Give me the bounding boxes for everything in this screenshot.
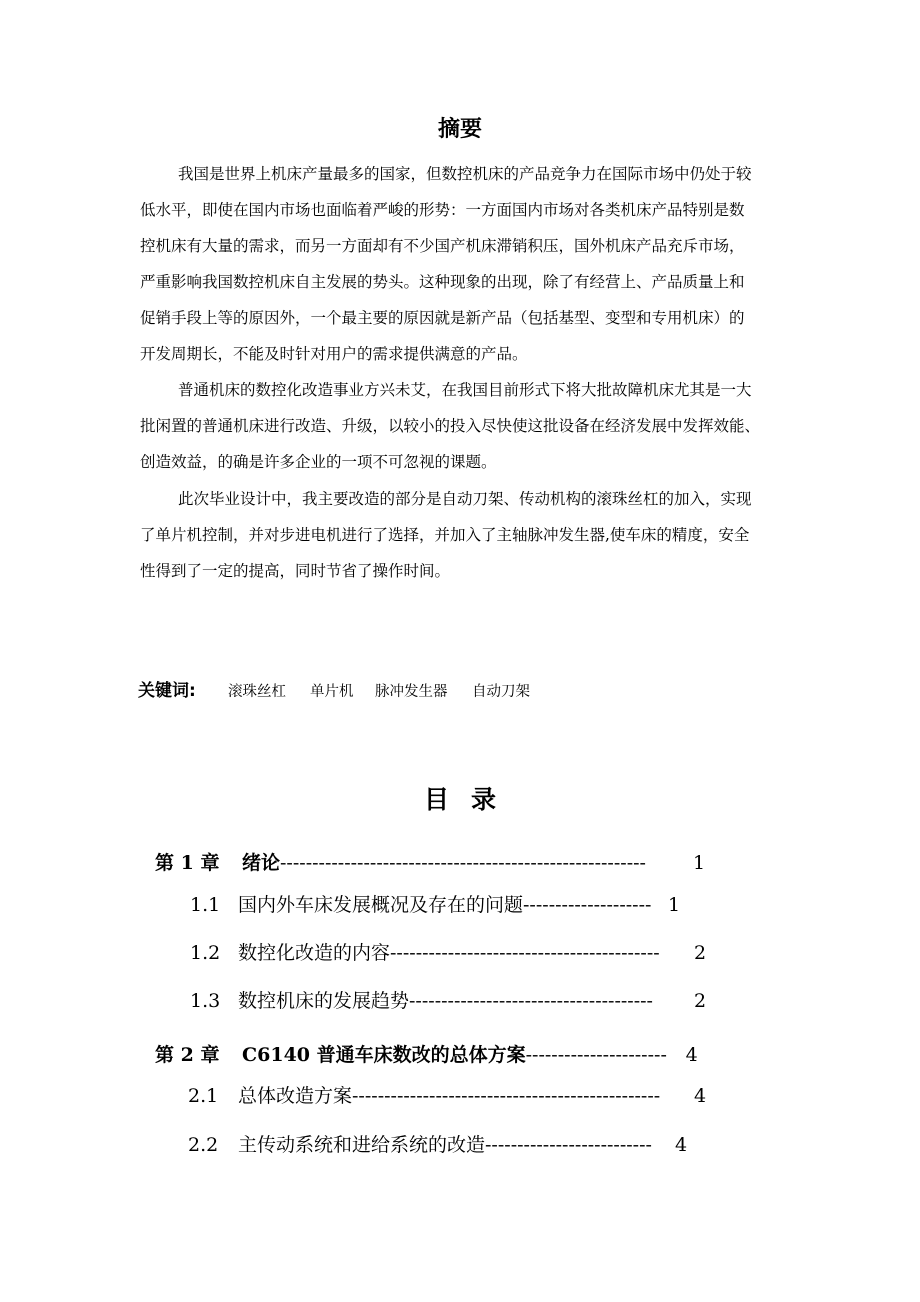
toc-entry-page: 4 [675,1134,688,1156]
toc-entry-text: 数控机床的发展趋势 [238,990,410,1012]
toc-entry-text: 绪论 [242,852,281,874]
toc-entry[interactable] [190,938,706,965]
abstract-line: 严重影响我国数控机床自主发展的势头。这种现象的出现，除了有经营上、产品质量上和 [140,273,745,291]
toc-title: 目录 [423,785,518,814]
toc-entry-leader: ---------------------- [525,1044,667,1066]
toc-entry-page: 1 [668,894,681,916]
toc-entry-text: C6140 普通车床数改的总体方案 [242,1044,526,1066]
toc-entry-text: 数控化改造的内容 [238,942,391,964]
abstract-line: 低水平，即使在国内市场也面临着严峻的形势：一方面国内市场对各类机床产品特别是数 [140,201,745,219]
abstract-line: 创造效益，的确是许多企业的一项不可忽视的课题。 [140,453,497,471]
keyword-item: 自动刀架 [472,684,530,700]
abstract-line: 促销手段上等的原因外，一个最主要的原因就是新产品（包括基型、变型和专用机床）的 [140,309,745,327]
keyword-item: 脉冲发生器 [375,684,448,700]
toc-entry-number: 第 2 章 [155,1044,220,1066]
abstract-line: 了单片机控制，并对步进电机进行了选择，并加入了主轴脉冲发生器,使车床的精度，安全 [140,526,750,544]
toc-entry[interactable] [155,848,705,875]
toc-entry-text: 国内外车床发展概况及存在的问题 [238,894,524,916]
toc-entry-number: 1.1 [190,894,221,916]
toc-entry[interactable] [188,1130,687,1157]
abstract-line: 控机床有大量的需求，而另一方面却有不少国产机床滞销积压，国外机床产品充斥市场， [140,237,745,255]
abstract-line: 性得到了一定的提高，同时节省了操作时间。 [140,562,451,580]
toc-entry-page: 2 [694,942,707,964]
toc-entry-page: 1 [693,852,706,874]
toc-entry-number: 2.2 [188,1134,219,1156]
toc-entry-number: 1.2 [190,942,221,964]
toc-entry-page: 4 [694,1085,707,1107]
toc-entry-number: 1.3 [190,990,221,1012]
keyword-item: 滚珠丝杠 [228,684,286,700]
toc-entry[interactable] [190,986,706,1013]
keyword-item: 单片机 [310,684,354,700]
toc-entry-text: 主传动系统和进给系统的改造 [238,1134,486,1156]
toc-entry[interactable] [190,890,680,917]
abstract-line: 此次毕业设计中，我主要改造的部分是自动刀架、传动机构的滚珠丝杠的加入，实现 [178,490,752,508]
toc-entry-leader: -------------------------- [485,1134,652,1156]
toc-entry-leader: --------------------------------------------------------- [280,852,646,874]
toc-entry-leader: -------------------------------------- [409,990,653,1012]
toc-entry-page: 2 [694,990,707,1012]
toc-entry[interactable] [188,1081,706,1108]
toc-entry-leader: ------------------------------------------------ [352,1085,661,1107]
toc-entry-leader: -------------------- [523,894,652,916]
toc-entry-text: 总体改造方案 [238,1085,353,1107]
toc-entry-number: 第 1 章 [155,852,220,874]
keywords-label: 关键词: [138,681,196,701]
abstract-line: 我国是世界上机床产量最多的国家，但数控机床的产品竞争力在国际市场中仍处于较 [178,165,752,183]
abstract-line: 普通机床的数控化改造事业方兴未艾，在我国目前形式下将大批故障机床尤其是一大 [178,381,752,399]
abstract-line: 开发周期长，不能及时针对用户的需求提供满意的产品。 [140,345,528,363]
toc-entry[interactable] [155,1040,698,1067]
toc-entry-page: 4 [685,1044,698,1066]
toc-entry-number: 2.1 [188,1085,219,1107]
toc-entry-leader: ------------------------------------------ [390,942,660,964]
abstract-title: 摘要 [437,117,482,142]
abstract-line: 批闲置的普通机床进行改造、升级，以较小的投入尽快使这批设备在经济发展中发挥效能、 [140,417,761,435]
